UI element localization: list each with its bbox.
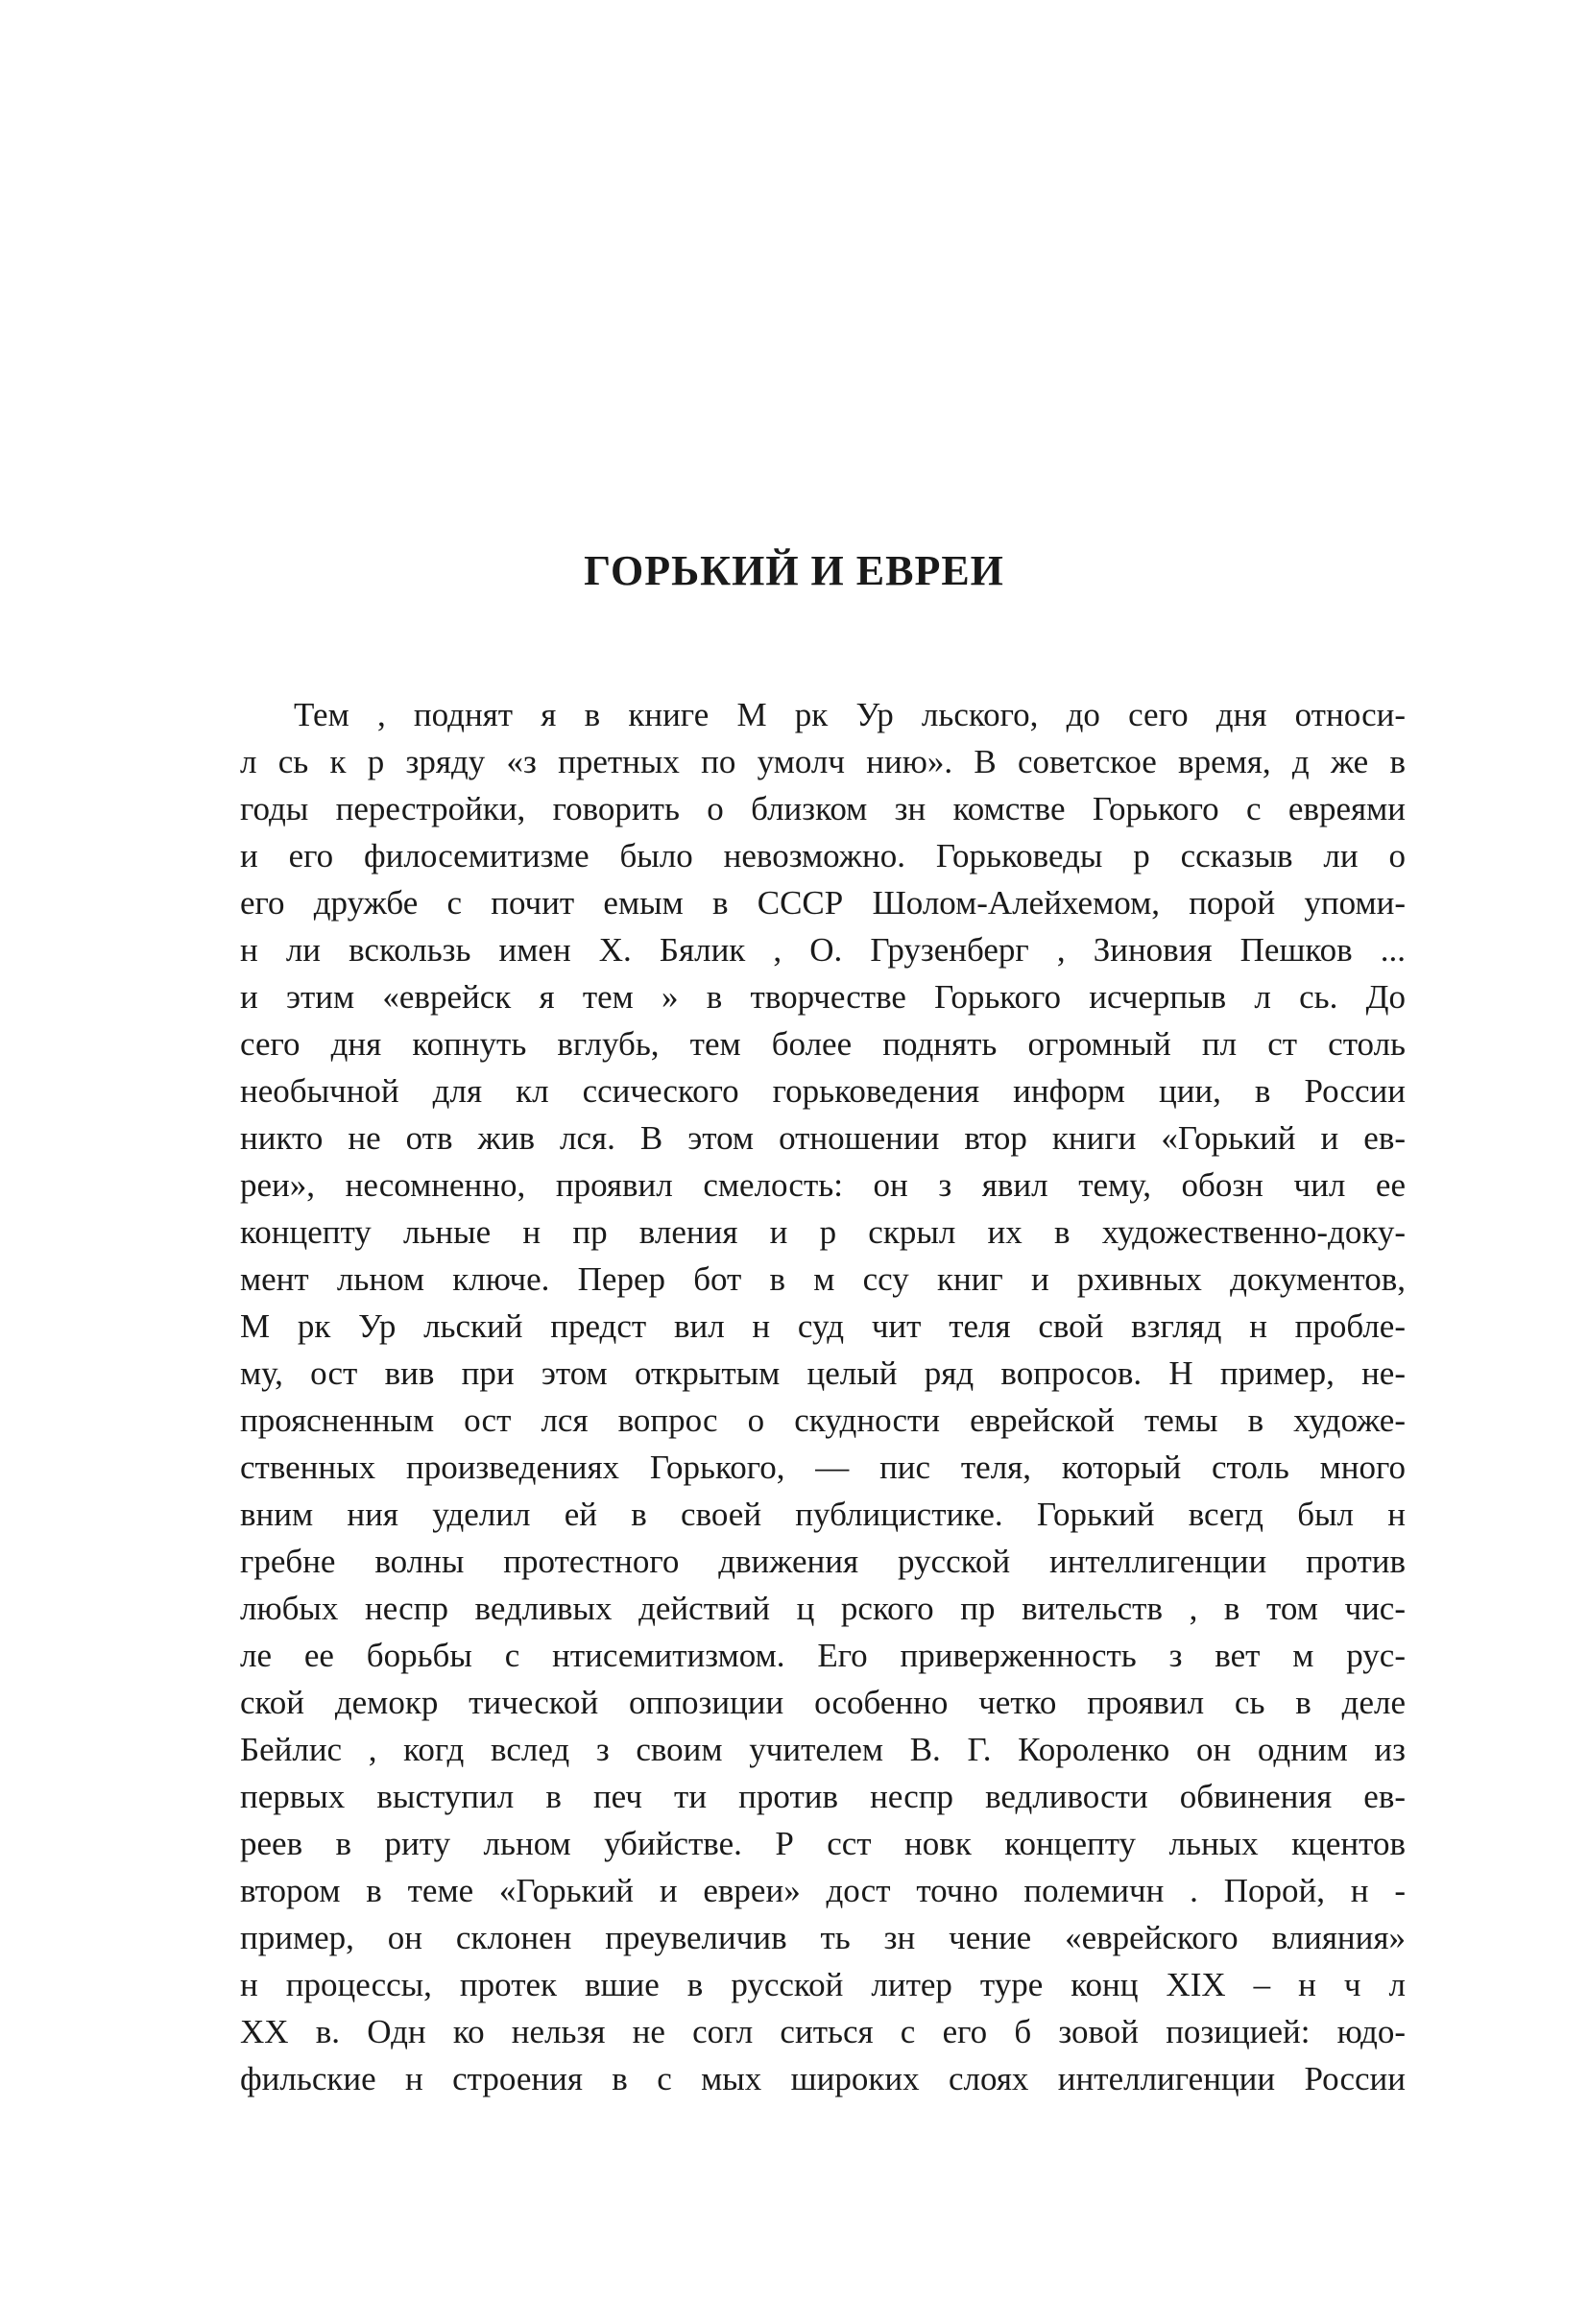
chapter-title: ГОРЬКИЙ И ЕВРЕИ — [584, 547, 1004, 594]
text-line: реев в риту льном убийстве. Р сст новк концепту льных кцентов — [240, 1825, 1406, 1862]
text-line: фильские н строения в с мых широких слоях интеллигенции России — [240, 2060, 1406, 2097]
text-line: ле ее борьбы с нтисемитизмом. Его приверженность з вет м рус- — [240, 1637, 1406, 1674]
text-line: первых выступил в печ ти против неспр ведливости обвинения ев- — [240, 1778, 1406, 1815]
text-line: и его филосемитизме было невозможно. Горьковеды р ссказыв ли о — [240, 837, 1406, 874]
text-line: XX в. Одн ко нельзя не согл ситься с его б зовой позицией: юдо- — [240, 2013, 1406, 2050]
text-line: М рк Ур льский предст вил н суд чит теля свой взгляд н пробле- — [240, 1307, 1406, 1345]
text-line: пример, он склонен преувеличив ть зн чение «еврейского влияния» — [240, 1919, 1406, 1956]
text-line: и этим «еврейск я тем » в творчестве Горького исчерпыв л сь. До — [240, 978, 1406, 1016]
text-line: Тем , поднят я в книге М рк Ур льского, до сего дня относи- — [294, 696, 1406, 733]
text-line: гребне волны протестного движения русской интеллигенции против — [240, 1543, 1406, 1580]
text-line: ской демокр тической оппозиции особенно четко проявил сь в деле — [240, 1684, 1406, 1721]
text-line: му, ост вив при этом открытым целый ряд вопросов. Н пример, не- — [240, 1354, 1406, 1392]
text-line: его дружбе с почит емым в СССР Шолом-Алейхемом, порой упоми- — [240, 884, 1406, 922]
text-line: н ли вскользь имен Х. Бялик , О. Грузенберг , Зиновия Пешков ... — [240, 931, 1406, 969]
text-line: никто не отв жив лся. В этом отношении втор книги «Горький и ев- — [240, 1119, 1406, 1157]
text-line: реи», несомненно, проявил смелость: он з явил тему, обозн чил ее — [240, 1166, 1406, 1204]
text-line: л сь к р зряду «з претных по умолч нию». В советское время, д же в — [240, 743, 1406, 780]
body-text — [240, 691, 1406, 2102]
text-line: Бейлис , когд вслед з своим учителем В. Г. Короленко он одним из — [240, 1731, 1406, 1768]
text-line: втором в теме «Горький и евреи» дост точно полемичн . Порой, н - — [240, 1872, 1406, 1909]
text-line: необычной для кл ссического горьковедения информ ции, в России — [240, 1072, 1406, 1110]
text-line: любых неспр ведливых действий ц рского пр вительств , в том чис- — [240, 1590, 1406, 1627]
text-line: годы перестройки, говорить о близком зн комстве Горького с евреями — [240, 790, 1406, 827]
text-line: мент льном ключе. Перер бот в м ссу книг и рхивных документов, — [240, 1260, 1406, 1298]
text-line: н процессы, протек вшие в русской литер туре конц XIX – н ч л — [240, 1966, 1406, 2003]
text-line: ственных произведениях Горького, — пис теля, который столь много — [240, 1449, 1406, 1486]
text-line: проясненным ост лся вопрос о скудности еврейской темы в художе- — [240, 1402, 1406, 1439]
text-line: вним ния уделил ей в своей публицистике. Горький всегд был н — [240, 1496, 1406, 1533]
text-line: сего дня копнуть вглубь, тем более поднять огромный пл ст столь — [240, 1025, 1406, 1063]
text-line: концепту льные н пр вления и р скрыл их в художественно-доку- — [240, 1213, 1406, 1251]
